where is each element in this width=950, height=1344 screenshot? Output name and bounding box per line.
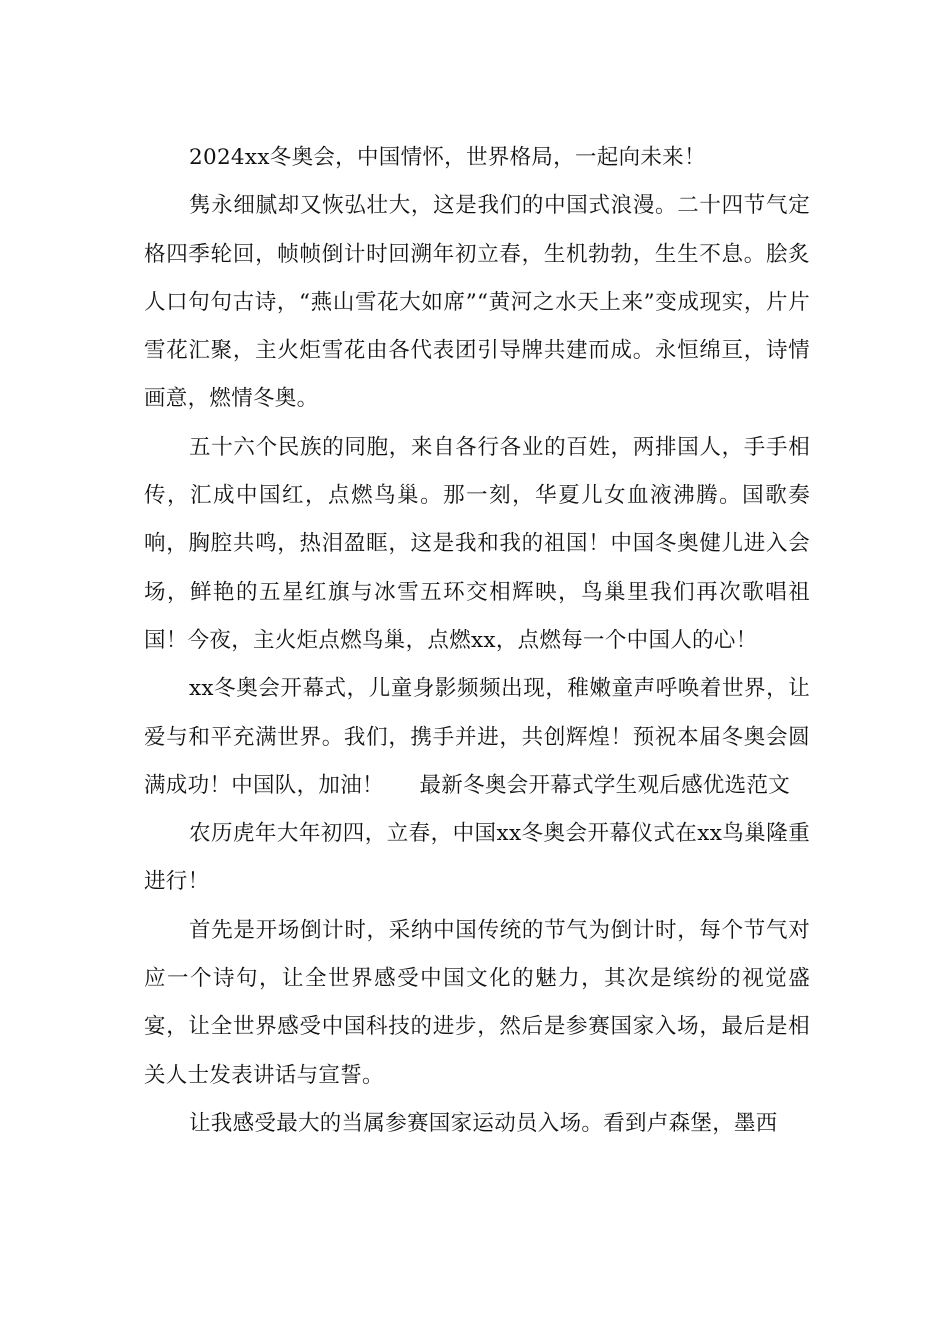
paragraph-6: 首先是开场倒计时，采纳中国传统的节气为倒计时，每个节气对应一个诗句，让全世界感受中国文化的魅力，其次是缤纷的视觉盛宴，让全世界感受中国科技的进步，然后是参赛国家入场，最后是相关人士发表讲话与宣誓。	[144, 917, 810, 1088]
paragraph-7: 让我感受最大的当属参赛国家运动员入场。看到卢森堡，墨西	[189, 1110, 778, 1136]
paragraph-2: 隽永细腻却又恢弘壮大，这是我们的中国式浪漫。二十四节气定格四季轮回，帧帧倒计时回溯年初立春，生机勃勃，生生不息。脍炙人口句句古诗，“燕山雪花大如席”“黄河之水天上来”变成现实，片片雪花汇聚，主火炬雪花由各代表团引导牌共建而成。永恒绵亘，诗情画意，燃情冬奥。	[144, 193, 810, 412]
paragraph-5: 农历虎年大年初四，立春，中国xx冬奥会开幕仪式在xx鸟巢隆重进行！	[144, 821, 810, 895]
paragraph-3: 五十六个民族的同胞，来自各行各业的百姓，两排国人，手手相传，汇成中国红，点燃鸟巢。那一刻，华夏儿女血液沸腾。国歌奏响，胸腔共鸣，热泪盈眶，这是我和我的祖国！中国冬奥健儿进入会场，鲜艳的五星红旗与冰雪五环交相辉映，鸟巢里我们再次歌唱祖国！今夜，主火炬点燃鸟巢，点燃xx，点燃每一个中国人的心！	[144, 434, 810, 653]
paragraph-4: xx冬奥会开幕式，儿童身影频频出现，稚嫩童声呼唤着世界，让爱与和平充满世界。我们，携手并进，共创辉煌！预祝本届冬奥会圆满成功！中国队，加油！ 最新冬奥会开幕式学生观后感优选范文	[144, 676, 810, 798]
paragraph-1: 2024xx冬奥会，中国情怀，世界格局，一起向未来！	[189, 145, 706, 170]
body-text	[144, 134, 810, 1148]
